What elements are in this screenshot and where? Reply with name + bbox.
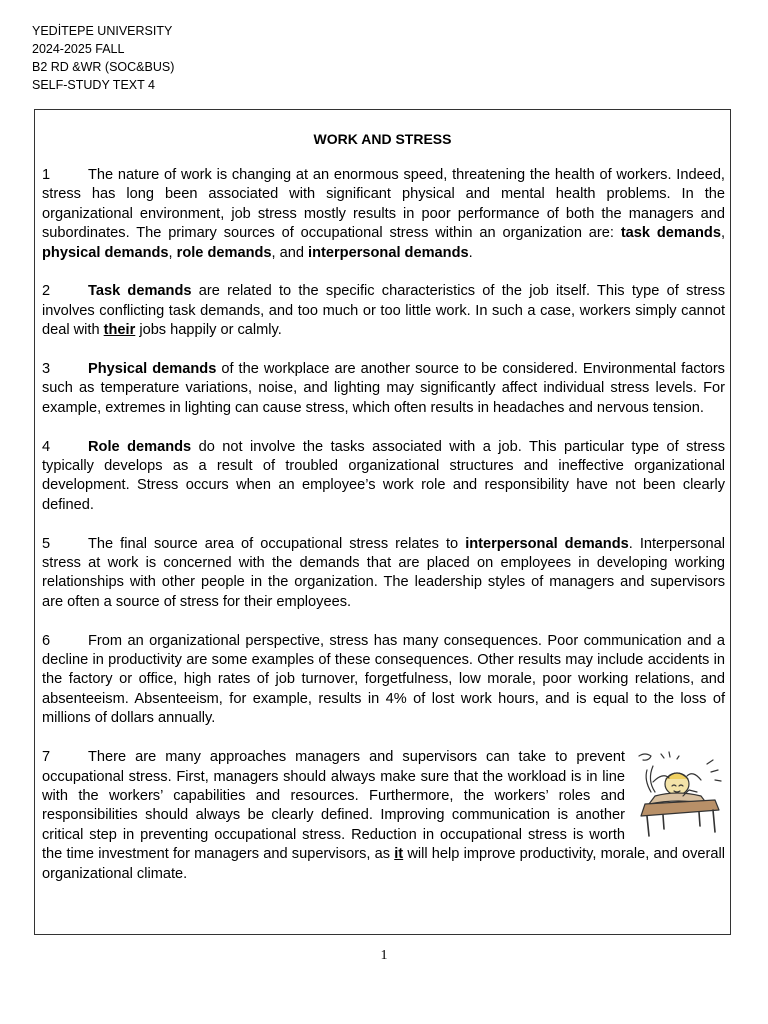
page-title: WORK AND STRESS [313, 131, 452, 147]
paragraph-number: 5 [42, 535, 51, 552]
bold-term: task demands [620, 225, 721, 242]
paragraph-text: The nature of work is changing at an enormous speed, threatening the health of workers. Indeed, stress has long been associated with significant physical and mental health problems. In the organizational environment, job stress mostly results in poor performance of both the managers and subordinates. The primary sources of occupational stress within an organization are: [42, 167, 725, 242]
paragraph-text: . Interpersonal stress at work is concerned with the demands that are placed on employees in developing working relationships with other people in the organization. The leadership styles of managers and supervisors are often a source of stress for their employees. [42, 535, 725, 610]
underlined-reference-word: their [103, 322, 136, 339]
paragraph-number: 7 [42, 749, 51, 766]
paragraph-4 [42, 438, 725, 516]
document-header [32, 22, 174, 94]
bold-term: Task demands [88, 283, 192, 300]
paragraph-number: 1 [42, 167, 51, 183]
paragraph-5 [42, 535, 725, 613]
paragraph-2 [42, 282, 725, 340]
header-university: YEDİTEPE UNIVERSITY [32, 24, 173, 38]
paragraph-text: There are many approaches managers and supervisors can take to prevent occupational stress. First, managers should always make sure that the workload is in line with the workers’ capabilities and resources. Furthermore, the workers’ roles and responsibilities should always be clearly defined. Improving communication is another critical step in preventing occupational stress. Reduction in occupational stress is worth the time investment for managers and supervisors, as [42, 749, 625, 863]
bold-term: interpersonal demands [308, 244, 469, 261]
paragraph-number: 2 [42, 283, 51, 300]
paragraph-number: 4 [42, 438, 51, 455]
paragraph-1 [42, 166, 725, 263]
paragraph-number: 6 [42, 632, 51, 649]
bold-term: role demands [176, 244, 272, 261]
bold-term: Physical demands [88, 361, 217, 378]
header-term: 2024-2025 FALL [32, 42, 125, 56]
paragraph-text: , and [271, 244, 309, 261]
paragraph-text: of the workplace are another source to be considered. Environmental factors such as temperature variations, noise, and lighting may significantly affect individual stress levels. For example, extremes in lighting can cause stress, which often results in headaches and nervous tension. [42, 361, 725, 416]
paragraph-text: , [720, 225, 725, 242]
paragraph-text: do not involve the tasks associated with a job. This particular type of stress typically develops as a result of troubled organizational structures and ineffective organizational development. Stress occurs when an employee’s work role and responsibility have not been clearly defined. [42, 438, 725, 513]
paragraph-text: , [168, 244, 177, 261]
stressed-worker-illustration [633, 750, 725, 838]
bold-term: physical demands [42, 244, 169, 261]
paragraph-text: From an organizational perspective, stress has many consequences. Poor communication and a decline in productivity are some examples of these consequences. Other results may include accidents in the factory or office, high rates of job turnover, forgetfulness, low morale, poor working relations, and absenteeism. Absenteeism, for example, results in 4% of lost work hours, and is equal to the loss of millions of dollars annually. [42, 632, 725, 727]
paragraph-text: are related to the specific characteristics of the job itself. This type of stress involves conflicting task demands, and too much or too little work. In such a case, workers simply cannot deal with [42, 283, 725, 339]
paragraph-number: 3 [42, 361, 51, 378]
underlined-reference-word: it [394, 846, 404, 863]
paragraph-text: . [468, 244, 473, 261]
bold-term: interpersonal demands [465, 535, 629, 552]
header-course: B2 RD &WR (SOC&BUS) [32, 60, 175, 74]
bold-term: Role demands [88, 438, 192, 455]
paragraph-text: The final source area of occupational stress relates to [88, 535, 466, 552]
text-frame [34, 109, 731, 935]
paragraph-7 [42, 748, 725, 884]
paragraph-text: will help improve productivity, morale, and overall organizational climate. [42, 846, 725, 882]
paragraph-text: jobs happily or calmly. [135, 322, 282, 339]
header-text-number: SELF-STUDY TEXT 4 [32, 78, 155, 92]
paragraph-6 [42, 632, 725, 729]
paragraphs [42, 166, 725, 903]
paragraph-3 [42, 360, 725, 418]
page-number: 1 [380, 948, 388, 963]
